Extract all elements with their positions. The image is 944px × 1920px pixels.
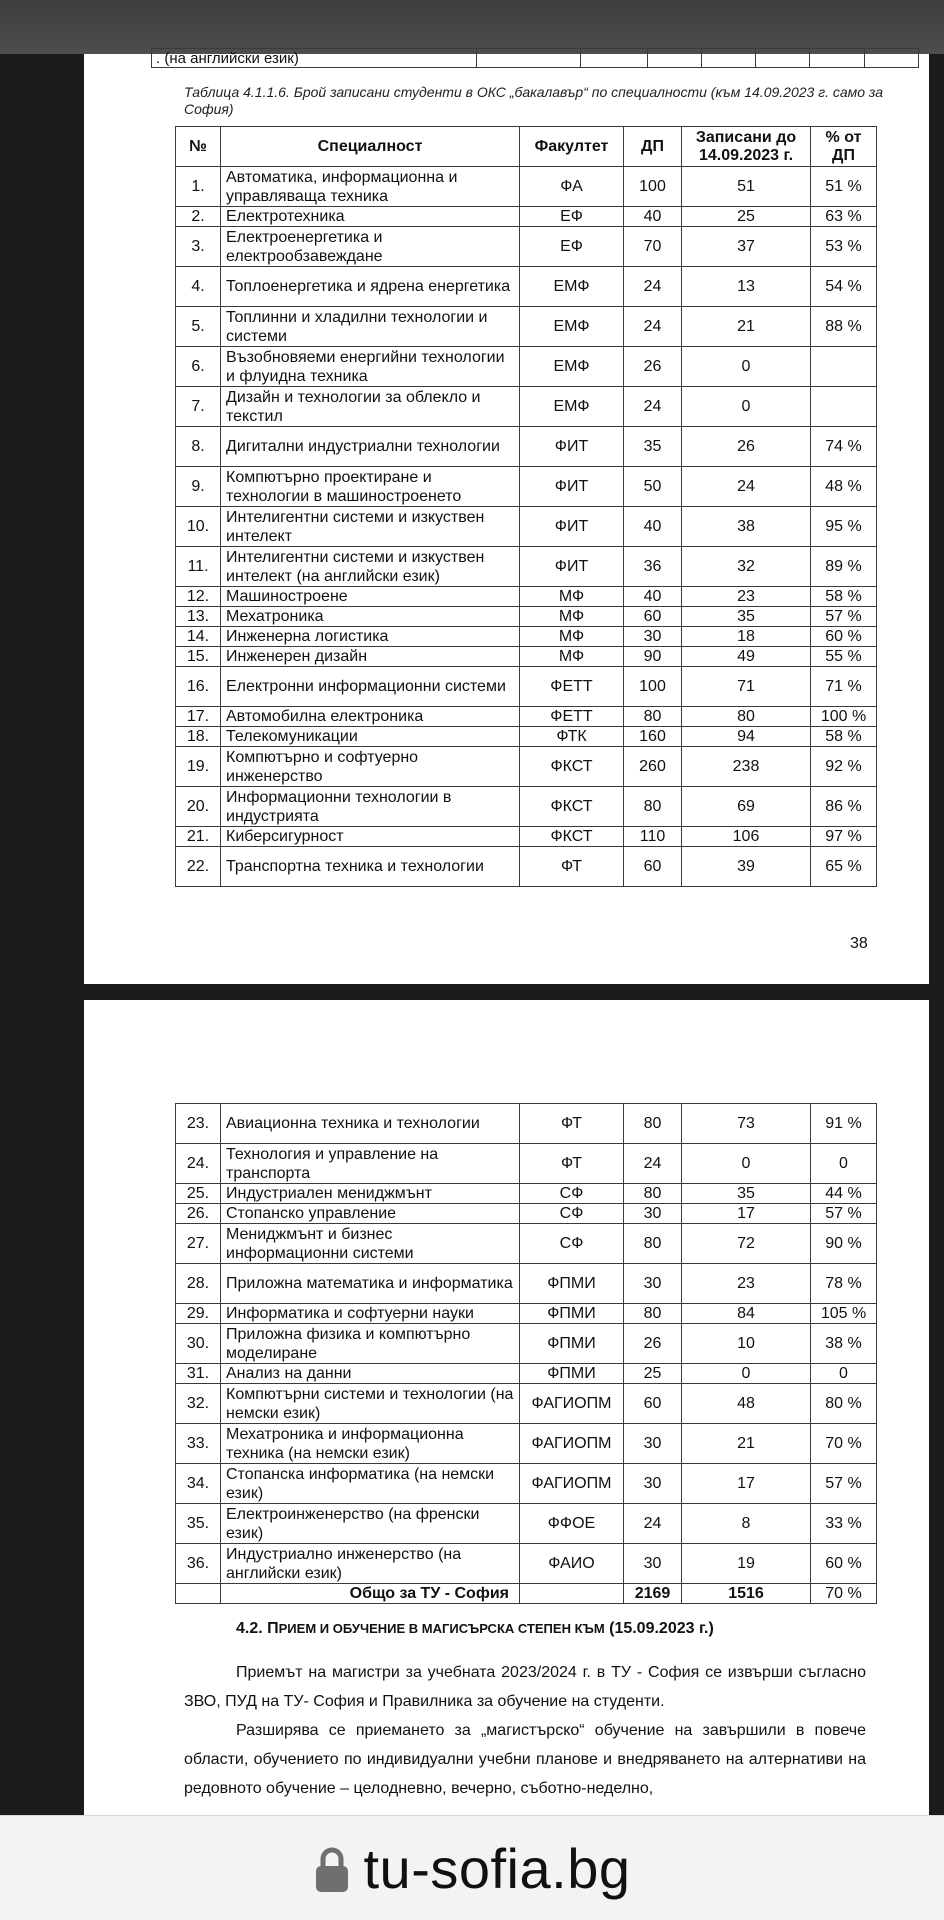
- header-faculty: Факултет: [520, 127, 624, 167]
- row-enrolled: 39: [682, 847, 811, 887]
- row-specialty: Приложна математика и информатика: [221, 1264, 520, 1304]
- row-specialty: Технология и управление на транспорта: [221, 1144, 520, 1184]
- table-row: [176, 1304, 877, 1324]
- row-number: 34.: [176, 1464, 221, 1504]
- row-number: 3.: [176, 227, 221, 267]
- table-row: [176, 207, 877, 227]
- row-number: 20.: [176, 787, 221, 827]
- row-dp: 24: [624, 387, 682, 427]
- row-specialty: Електроенергетика и електрообзавеждане: [221, 227, 520, 267]
- table-row: [176, 1144, 877, 1184]
- row-percent: 60 %: [811, 627, 877, 647]
- row-number: 9.: [176, 467, 221, 507]
- row-faculty: ФАГИОПМ: [520, 1384, 624, 1424]
- table-row: [176, 347, 877, 387]
- row-faculty: ЕМФ: [520, 307, 624, 347]
- row-dp: 30: [624, 1264, 682, 1304]
- row-faculty: ФИТ: [520, 467, 624, 507]
- row-enrolled: 23: [682, 587, 811, 607]
- section-title-cap: П: [267, 1620, 279, 1637]
- row-enrolled: 17: [682, 1204, 811, 1224]
- row-enrolled: 80: [682, 707, 811, 727]
- row-number: 13.: [176, 607, 221, 627]
- header-percent: % от ДП: [811, 127, 877, 167]
- row-enrolled: 73: [682, 1104, 811, 1144]
- row-enrolled: 0: [682, 1144, 811, 1184]
- table-row: [176, 587, 877, 607]
- row-specialty: Електронни информационни системи: [221, 667, 520, 707]
- total-row: [176, 1584, 877, 1604]
- row-percent: 48 %: [811, 467, 877, 507]
- row-specialty: Топлинни и хладилни технологии и системи: [221, 307, 520, 347]
- row-dp: 50: [624, 467, 682, 507]
- row-specialty: Интелигентни системи и изкуствен интелект: [221, 507, 520, 547]
- table-row: [176, 847, 877, 887]
- row-specialty: Анализ на данни: [221, 1364, 520, 1384]
- previous-table-fragment: [151, 48, 919, 68]
- row-dp: 70: [624, 227, 682, 267]
- browser-top-bar: [0, 0, 944, 54]
- table-row: [176, 1464, 877, 1504]
- row-faculty: ФПМИ: [520, 1364, 624, 1384]
- row-specialty: Електроинженерство (на френски език): [221, 1504, 520, 1544]
- row-percent: 97 %: [811, 827, 877, 847]
- table-row: [176, 1324, 877, 1364]
- row-specialty: Дигитални индустриални технологии: [221, 427, 520, 467]
- row-percent: 44 %: [811, 1184, 877, 1204]
- row-dp: 260: [624, 747, 682, 787]
- url-text[interactable]: tu-sofia.bg: [363, 1836, 631, 1900]
- row-dp: 100: [624, 167, 682, 207]
- row-percent: 105 %: [811, 1304, 877, 1324]
- row-dp: 36: [624, 547, 682, 587]
- table-row: [176, 267, 877, 307]
- row-enrolled: 13: [682, 267, 811, 307]
- row-faculty: ФКСТ: [520, 747, 624, 787]
- row-number: 24.: [176, 1144, 221, 1184]
- table-row: [176, 727, 877, 747]
- row-dp: 80: [624, 1224, 682, 1264]
- row-specialty: Автоматика, информационна и управляваща техника: [221, 167, 520, 207]
- row-percent: 95 %: [811, 507, 877, 547]
- row-faculty: ЕМФ: [520, 387, 624, 427]
- row-faculty: ФЕТТ: [520, 707, 624, 727]
- row-specialty: Инженерен дизайн: [221, 647, 520, 667]
- row-percent: 65 %: [811, 847, 877, 887]
- row-percent: 58 %: [811, 587, 877, 607]
- row-faculty: ФПМИ: [520, 1324, 624, 1364]
- row-enrolled: 0: [682, 347, 811, 387]
- row-specialty: Интелигентни системи и изкуствен интелект (на английски език): [221, 547, 520, 587]
- row-dp: 30: [624, 1424, 682, 1464]
- section-number: 4.2.: [236, 1620, 263, 1637]
- table-row: [176, 427, 877, 467]
- row-dp: 24: [624, 1144, 682, 1184]
- row-specialty: Стопанско управление: [221, 1204, 520, 1224]
- section-title-smallcaps: РИЕМ И ОБУЧЕНИЕ В МАГИСЪРСКА СТЕПЕН КЪМ: [278, 1621, 605, 1636]
- row-faculty: ЕМФ: [520, 267, 624, 307]
- row-enrolled: 19: [682, 1544, 811, 1584]
- row-specialty: Компютърни системи и технологии (на немски език): [221, 1384, 520, 1424]
- row-percent: 57 %: [811, 1204, 877, 1224]
- row-enrolled: 24: [682, 467, 811, 507]
- row-dp: 40: [624, 507, 682, 547]
- row-number: 16.: [176, 667, 221, 707]
- row-enrolled: 37: [682, 227, 811, 267]
- row-number: 17.: [176, 707, 221, 727]
- row-dp: 80: [624, 1104, 682, 1144]
- row-dp: 110: [624, 827, 682, 847]
- table-row: [176, 167, 877, 207]
- row-specialty: Информационни технологии в индустрията: [221, 787, 520, 827]
- row-specialty: Инженерна логистика: [221, 627, 520, 647]
- table-row: [176, 627, 877, 647]
- row-specialty: Индустриално инженерство (на английски език): [221, 1544, 520, 1584]
- body-paragraph: Разширява се приемането за „магистърско“ обучение на завършили в повече области, обучението по индивидуални учебни планове и внедряването на алтернативи на редовното обучение – целодневно, вечерно, съботно-неделно,: [184, 1722, 866, 1797]
- table-row: [176, 1544, 877, 1584]
- row-dp: 80: [624, 1304, 682, 1324]
- row-specialty: Киберсигурност: [221, 827, 520, 847]
- row-enrolled: 238: [682, 747, 811, 787]
- row-faculty: ФКСТ: [520, 787, 624, 827]
- row-specialty: Компютърно проектиране и технологии в машиностроенето: [221, 467, 520, 507]
- row-percent: 88 %: [811, 307, 877, 347]
- row-faculty: ФА: [520, 167, 624, 207]
- row-percent: 80 %: [811, 1384, 877, 1424]
- row-enrolled: 0: [682, 1364, 811, 1384]
- row-percent: 57 %: [811, 607, 877, 627]
- row-percent: [811, 347, 877, 387]
- row-dp: 24: [624, 267, 682, 307]
- row-percent: 0: [811, 1144, 877, 1184]
- row-percent: 71 %: [811, 667, 877, 707]
- row-enrolled: 26: [682, 427, 811, 467]
- row-faculty: ФАГИОПМ: [520, 1424, 624, 1464]
- row-faculty: ФАГИОПМ: [520, 1464, 624, 1504]
- row-number: 6.: [176, 347, 221, 387]
- table-row: [176, 707, 877, 727]
- row-number: 18.: [176, 727, 221, 747]
- row-number: 31.: [176, 1364, 221, 1384]
- row-faculty: ФТ: [520, 1104, 624, 1144]
- row-percent: 33 %: [811, 1504, 877, 1544]
- row-percent: 53 %: [811, 227, 877, 267]
- table-row: [176, 1224, 877, 1264]
- row-enrolled: 72: [682, 1224, 811, 1264]
- row-number: 8.: [176, 427, 221, 467]
- row-percent: 74 %: [811, 427, 877, 467]
- row-faculty: СФ: [520, 1224, 624, 1264]
- row-faculty: МФ: [520, 607, 624, 627]
- row-number: 25.: [176, 1184, 221, 1204]
- row-number: 7.: [176, 387, 221, 427]
- row-specialty: Машиностроене: [221, 587, 520, 607]
- row-faculty: ЕМФ: [520, 347, 624, 387]
- table-header-row: [176, 127, 877, 167]
- row-number: 15.: [176, 647, 221, 667]
- row-enrolled: 25: [682, 207, 811, 227]
- row-enrolled: 69: [682, 787, 811, 827]
- row-faculty: ФКСТ: [520, 827, 624, 847]
- row-specialty: Информатика и софтуерни науки: [221, 1304, 520, 1324]
- table-row: [176, 547, 877, 587]
- row-specialty: Мениджмънт и бизнес информационни системи: [221, 1224, 520, 1264]
- row-number: 5.: [176, 307, 221, 347]
- row-number: 22.: [176, 847, 221, 887]
- row-percent: 51 %: [811, 167, 877, 207]
- row-number: 12.: [176, 587, 221, 607]
- row-dp: 24: [624, 307, 682, 347]
- previous-table-cell: . (на английски език): [152, 49, 477, 68]
- row-number: 19.: [176, 747, 221, 787]
- row-number: 29.: [176, 1304, 221, 1324]
- row-enrolled: 48: [682, 1384, 811, 1424]
- row-faculty: ФИТ: [520, 427, 624, 467]
- row-faculty: ФПМИ: [520, 1304, 624, 1324]
- header-specialty: Специалност: [221, 127, 520, 167]
- row-number: 23.: [176, 1104, 221, 1144]
- section-date: (15.09.2023 г.): [609, 1620, 714, 1637]
- row-percent: 86 %: [811, 787, 877, 827]
- row-dp: 80: [624, 787, 682, 827]
- row-number: 2.: [176, 207, 221, 227]
- row-number: 14.: [176, 627, 221, 647]
- row-number: 11.: [176, 547, 221, 587]
- row-percent: 57 %: [811, 1464, 877, 1504]
- row-dp: 26: [624, 1324, 682, 1364]
- row-enrolled: 35: [682, 1184, 811, 1204]
- row-faculty: ФАИО: [520, 1544, 624, 1584]
- table-row: [176, 1364, 877, 1384]
- row-percent: 91 %: [811, 1104, 877, 1144]
- row-dp: 80: [624, 707, 682, 727]
- row-enrolled: 51: [682, 167, 811, 207]
- row-faculty: ФПМИ: [520, 1264, 624, 1304]
- browser-address-bar[interactable]: [0, 1815, 944, 1920]
- row-dp: 24: [624, 1504, 682, 1544]
- row-faculty: ЕФ: [520, 227, 624, 267]
- row-dp: 26: [624, 347, 682, 387]
- row-specialty: Мехатроника и информационна техника (на немски език): [221, 1424, 520, 1464]
- row-number: 27.: [176, 1224, 221, 1264]
- total-label: Общо за ТУ - София: [221, 1584, 520, 1604]
- header-dp: ДП: [624, 127, 682, 167]
- row-percent: 90 %: [811, 1224, 877, 1264]
- row-number: 28.: [176, 1264, 221, 1304]
- row-faculty: ФТК: [520, 727, 624, 747]
- row-enrolled: 0: [682, 387, 811, 427]
- document-page-38: [84, 49, 929, 984]
- row-number: 4.: [176, 267, 221, 307]
- row-percent: 63 %: [811, 207, 877, 227]
- row-percent: 100 %: [811, 707, 877, 727]
- row-dp: 40: [624, 587, 682, 607]
- row-specialty: Топлоенергетика и ядрена енергетика: [221, 267, 520, 307]
- row-dp: 40: [624, 207, 682, 227]
- table-row: [176, 1264, 877, 1304]
- row-number: 32.: [176, 1384, 221, 1424]
- table-row: [176, 607, 877, 627]
- document-page-39: [84, 1000, 929, 1815]
- row-dp: 80: [624, 1184, 682, 1204]
- row-number: 26.: [176, 1204, 221, 1224]
- row-specialty: Автомобилна електроника: [221, 707, 520, 727]
- row-faculty: ФИТ: [520, 547, 624, 587]
- row-specialty: Стопанска информатика (на немски език): [221, 1464, 520, 1504]
- row-specialty: Мехатроника: [221, 607, 520, 627]
- row-faculty: МФ: [520, 647, 624, 667]
- row-dp: 90: [624, 647, 682, 667]
- table-row: [176, 507, 877, 547]
- row-specialty: Телекомуникации: [221, 727, 520, 747]
- row-enrolled: 21: [682, 1424, 811, 1464]
- row-specialty: Дизайн и технологии за облекло и текстил: [221, 387, 520, 427]
- table-row: [176, 307, 877, 347]
- row-specialty: Индустриален мениджмънт: [221, 1184, 520, 1204]
- url-container[interactable]: [0, 1816, 944, 1920]
- page-number: 38: [850, 935, 868, 952]
- row-enrolled: 84: [682, 1304, 811, 1324]
- row-percent: 58 %: [811, 727, 877, 747]
- table-row: [176, 1204, 877, 1224]
- row-number: 36.: [176, 1544, 221, 1584]
- lock-icon: [314, 1846, 350, 1894]
- row-percent: 89 %: [811, 547, 877, 587]
- row-specialty: Приложна физика и компютърно моделиране: [221, 1324, 520, 1364]
- table-row: [176, 647, 877, 667]
- row-specialty: Транспортна техника и технологии: [221, 847, 520, 887]
- row-number: 35.: [176, 1504, 221, 1544]
- row-percent: 92 %: [811, 747, 877, 787]
- row-faculty: СФ: [520, 1204, 624, 1224]
- row-number: 30.: [176, 1324, 221, 1364]
- row-dp: 30: [624, 627, 682, 647]
- row-enrolled: 35: [682, 607, 811, 627]
- row-specialty: Авиационна техника и технологии: [221, 1104, 520, 1144]
- total-dp: 2169: [624, 1584, 682, 1604]
- row-enrolled: 18: [682, 627, 811, 647]
- row-faculty: ФТ: [520, 847, 624, 887]
- table-row: [176, 227, 877, 267]
- row-number: 21.: [176, 827, 221, 847]
- row-enrolled: 106: [682, 827, 811, 847]
- table-row: [176, 827, 877, 847]
- row-faculty: МФ: [520, 627, 624, 647]
- row-faculty: ФЕТТ: [520, 667, 624, 707]
- row-enrolled: 23: [682, 1264, 811, 1304]
- table-row: [176, 667, 877, 707]
- table-row: [176, 467, 877, 507]
- row-enrolled: 32: [682, 547, 811, 587]
- row-percent: 78 %: [811, 1264, 877, 1304]
- row-dp: 25: [624, 1364, 682, 1384]
- total-enrolled: 1516: [682, 1584, 811, 1604]
- row-percent: 60 %: [811, 1544, 877, 1584]
- row-dp: 30: [624, 1464, 682, 1504]
- row-percent: 0: [811, 1364, 877, 1384]
- row-faculty: ЕФ: [520, 207, 624, 227]
- row-enrolled: 71: [682, 667, 811, 707]
- row-number: 33.: [176, 1424, 221, 1464]
- table-caption: Таблица 4.1.1.6. Брой записани студенти в ОКС „бакалавър“ по специалности (към 14.09.2023 г. само за София): [184, 84, 884, 117]
- row-percent: [811, 387, 877, 427]
- row-dp: 30: [624, 1544, 682, 1584]
- row-percent: 70 %: [811, 1424, 877, 1464]
- table-row: [176, 1384, 877, 1424]
- row-dp: 60: [624, 1384, 682, 1424]
- row-percent: 55 %: [811, 647, 877, 667]
- header-enrolled: Записани до 14.09.2023 г.: [682, 127, 811, 167]
- header-number: №: [176, 127, 221, 167]
- row-dp: 30: [624, 1204, 682, 1224]
- row-dp: 160: [624, 727, 682, 747]
- total-percent: 70 %: [811, 1584, 877, 1604]
- row-faculty: ФИТ: [520, 507, 624, 547]
- row-enrolled: 38: [682, 507, 811, 547]
- row-faculty: МФ: [520, 587, 624, 607]
- section-heading: [236, 1620, 714, 1638]
- row-faculty: ФФОЕ: [520, 1504, 624, 1544]
- table-row: [176, 387, 877, 427]
- table-row: [176, 1424, 877, 1464]
- bachelor-enrollment-table-continued: [175, 1103, 877, 1604]
- row-enrolled: 17: [682, 1464, 811, 1504]
- row-dp: 100: [624, 667, 682, 707]
- bachelor-enrollment-table: [175, 126, 877, 887]
- row-faculty: СФ: [520, 1184, 624, 1204]
- row-percent: 38 %: [811, 1324, 877, 1364]
- row-specialty: Електротехника: [221, 207, 520, 227]
- table-row: [176, 1104, 877, 1144]
- table-row: [176, 787, 877, 827]
- row-enrolled: 8: [682, 1504, 811, 1544]
- row-enrolled: 49: [682, 647, 811, 667]
- row-enrolled: 10: [682, 1324, 811, 1364]
- table-row: [176, 1184, 877, 1204]
- row-dp: 60: [624, 847, 682, 887]
- row-enrolled: 21: [682, 307, 811, 347]
- row-specialty: Компютърно и софтуерно инженерство: [221, 747, 520, 787]
- row-dp: 60: [624, 607, 682, 627]
- row-specialty: Възобновяеми енергийни технологии и флуидна техника: [221, 347, 520, 387]
- body-paragraph: Приемът на магистри за учебната 2023/2024 г. в ТУ - София се извърши съгласно ЗВО, ПУД на ТУ- София и Правилника за обучение на студенти.: [184, 1664, 866, 1710]
- row-faculty: ФТ: [520, 1144, 624, 1184]
- table-row: [176, 1504, 877, 1544]
- row-number: 1.: [176, 167, 221, 207]
- row-enrolled: 94: [682, 727, 811, 747]
- row-number: 10.: [176, 507, 221, 547]
- row-percent: 54 %: [811, 267, 877, 307]
- table-row: [176, 747, 877, 787]
- row-dp: 35: [624, 427, 682, 467]
